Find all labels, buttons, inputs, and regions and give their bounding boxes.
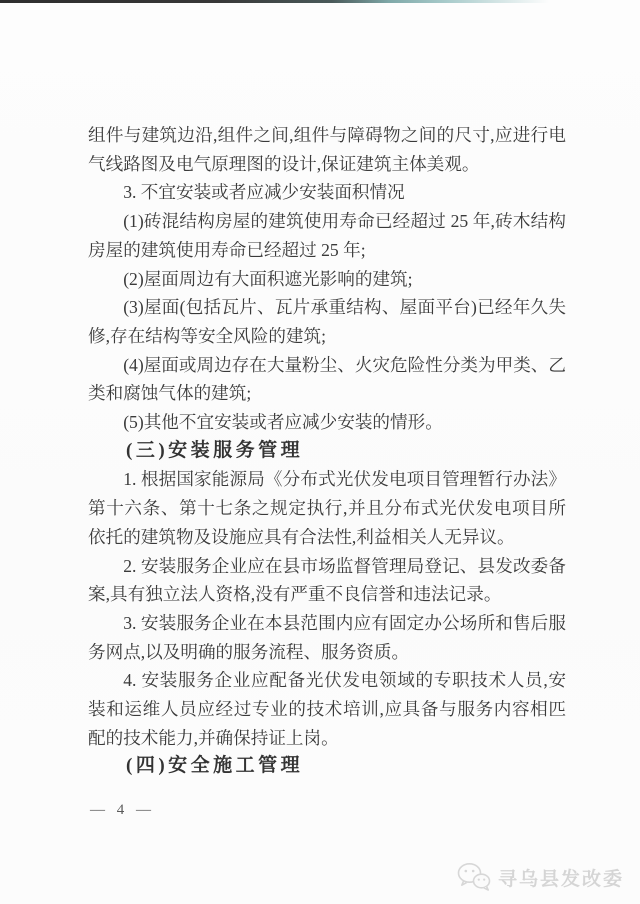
item-3-sub-3: (3)屋面(包括瓦片、瓦片承重结构、屋面平台)已经年久失修,存在结构等安全风险的建筑; [88,297,566,346]
item-3-sub-2: (2)屋面周边有大面积遮光影响的建筑; [123,268,413,289]
service-item-3: 3. 安装服务企业在本县范围内应有固定办公场所和售后服务网点,以及明确的服务流程、服务资质。 [88,612,566,662]
item-3-title: 3. 不宜安装或者应减少安装面积情况 [123,182,405,203]
footer-watermark [457,862,624,892]
scan-edge-artifact [0,0,572,3]
paragraph-continuation: 组件与建筑边沿,组件之间,组件与障碍物之间的尺寸,应进行电气线路图及电气原理图的设计,保证建筑主体美观。 [88,125,566,174]
section-heading-three: (三)安装服务管理 [126,439,304,461]
section-heading-four: (四)安全施工管理 [126,755,304,777]
service-item-4: 4. 安装服务企业应配备光伏发电领域的专职技术人员,安装和运维人员应经过专业的技术培训,应具备与服务内容相匹配的技术能力,并确保持证上岗。 [88,670,566,748]
page-number: — 4 — [90,802,155,818]
service-item-2: 2. 安装服务企业应在县市场监督管理局登记、县发改委备案,具有独立法人资格,没有严重不良信誉和违法记录。 [88,555,566,605]
item-3-sub-1: (1)砖混结构房屋的建筑使用寿命已经超过 25 年,砖木结构房屋的建筑使用寿命已经超过 25 年; [88,211,566,260]
footer-source-label: 寻乌县发改委 [497,868,624,890]
item-3-sub-4: (4)屋面或周边存在大量粉尘、火灾危险性分类为甲类、乙类和腐蚀气体的建筑; [88,354,566,404]
wechat-icon [457,862,491,892]
item-3-sub-5: (5)其他不宜安装或者应减少安装的情形。 [123,412,443,433]
document-body [88,121,566,781]
service-item-1: 1. 根据国家能源局《分布式光伏发电项目管理暂行办法》第十六条、第十七条之规定执行,并且分布式光伏发电项目所依托的建筑物及设施应具有合法性,利益相关人无异议。 [88,469,566,547]
